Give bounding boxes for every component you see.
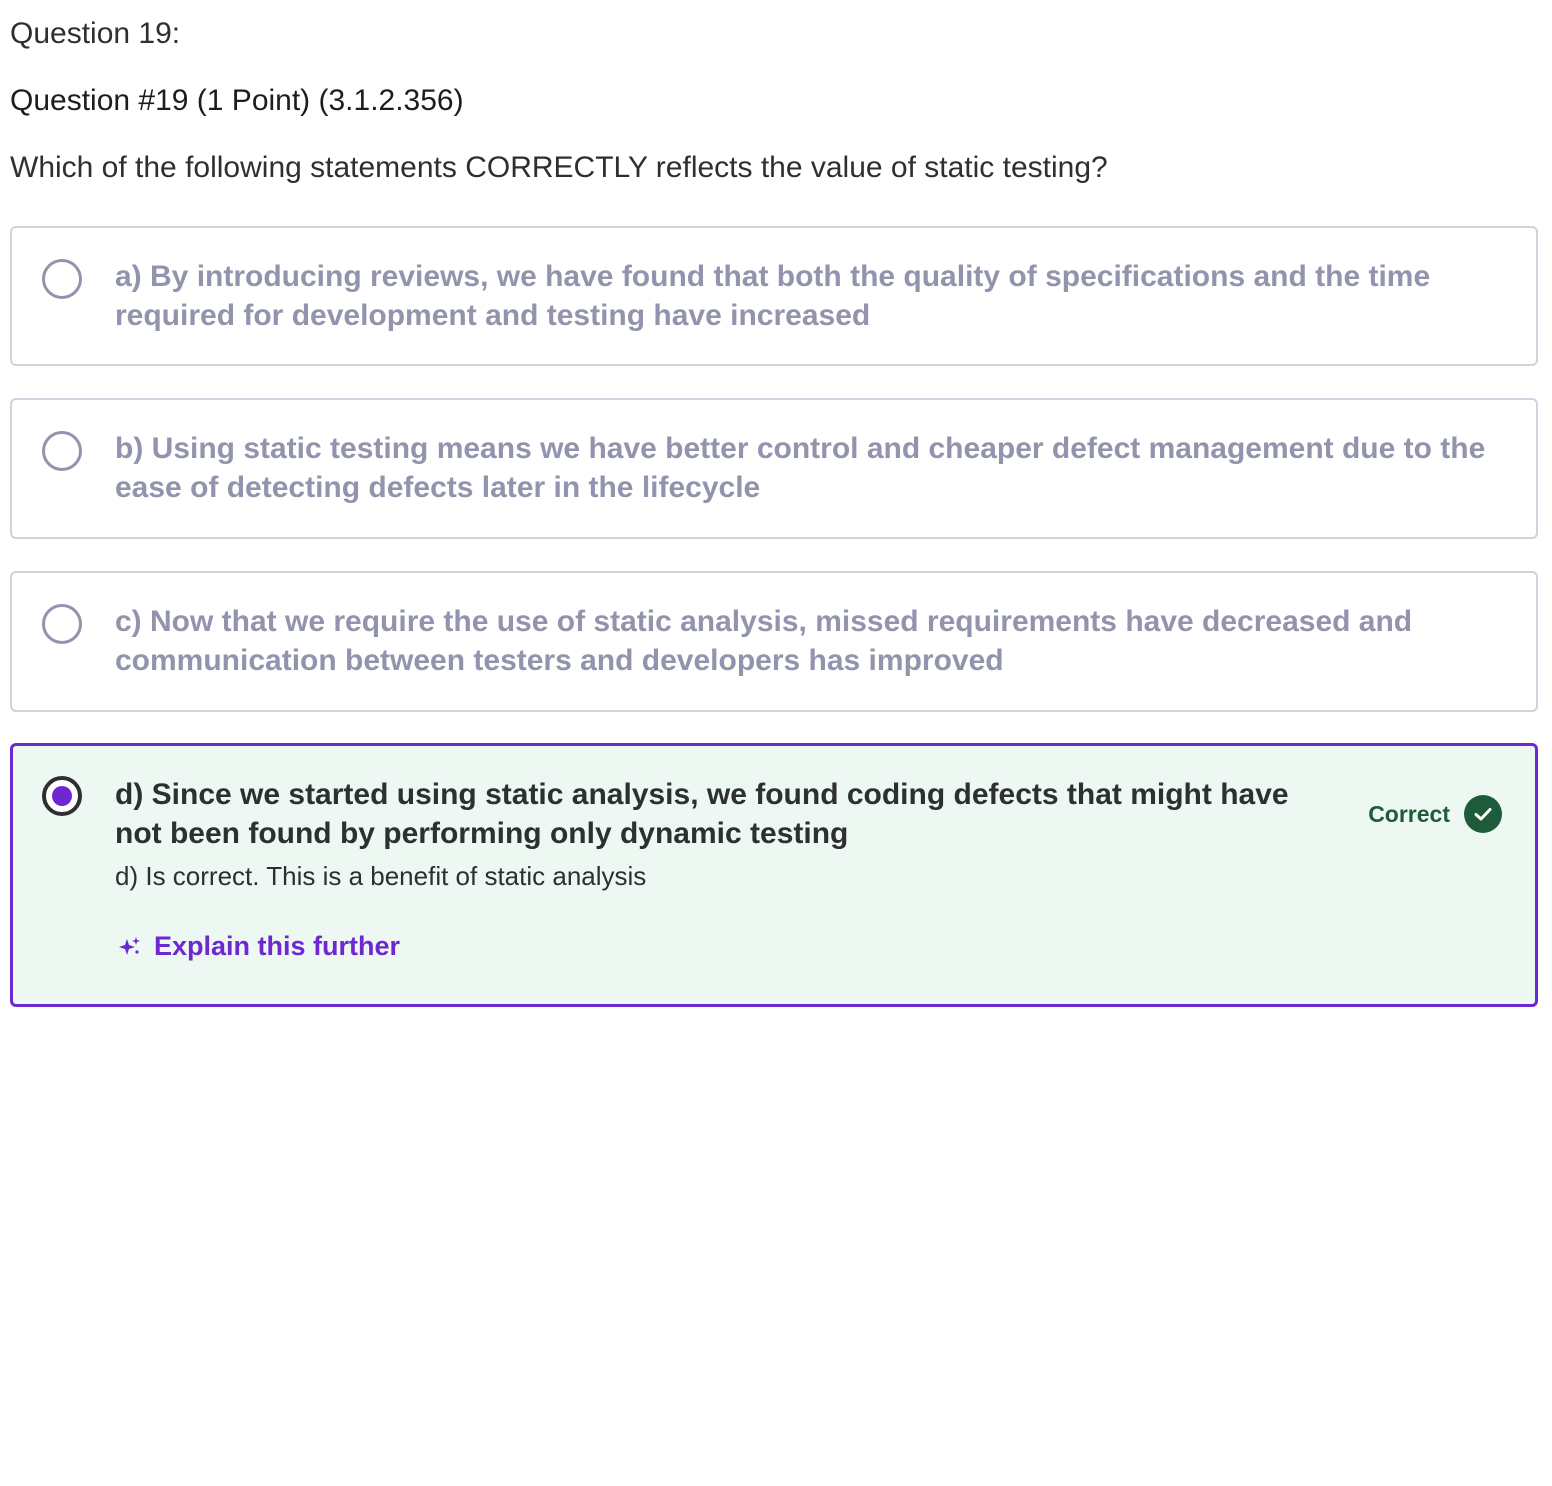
radio-button[interactable]: [42, 604, 82, 644]
answer-text: b) Using static testing means we have better control and cheaper defect management due to the ease of detecting defects later in the lifecycle: [115, 432, 1486, 504]
answer-option-b[interactable]: [10, 398, 1538, 539]
result-label: Correct: [1368, 800, 1450, 827]
question-meta: Question #19 (1 Point) (3.1.2.356): [10, 84, 464, 117]
question-number: Question 19:: [10, 17, 181, 50]
answer-option-c[interactable]: [10, 571, 1538, 712]
answer-option-d[interactable]: [10, 743, 1538, 1007]
answer-text: c) Now that we require the use of static analysis, missed requirements have decreased and communication between testers and developers has improved: [115, 605, 1413, 677]
check-circle-icon: [1464, 795, 1502, 833]
result-indicator: [1368, 795, 1502, 833]
radio-button-selected[interactable]: [42, 776, 82, 816]
explain-further-button[interactable]: [118, 928, 400, 964]
radio-button[interactable]: [42, 259, 82, 299]
radio-selected-dot: [52, 786, 72, 806]
explain-further-label: Explain this further: [154, 930, 401, 961]
answer-explanation: d) Is correct. This is a benefit of static analysis: [115, 861, 647, 891]
sparkle-icon: [118, 934, 142, 958]
answer-text: d) Since we started using static analysis, we found coding defects that might have not been found by performing only dynamic testing: [115, 778, 1289, 850]
answer-option-a[interactable]: [10, 226, 1538, 366]
answer-text: a) By introducing reviews, we have found that both the quality of specifications and the time required for development and testing have increased: [115, 260, 1431, 332]
question-prompt: Which of the following statements CORRECTLY reflects the value of static testing?: [10, 151, 1108, 184]
radio-button[interactable]: [42, 431, 82, 471]
